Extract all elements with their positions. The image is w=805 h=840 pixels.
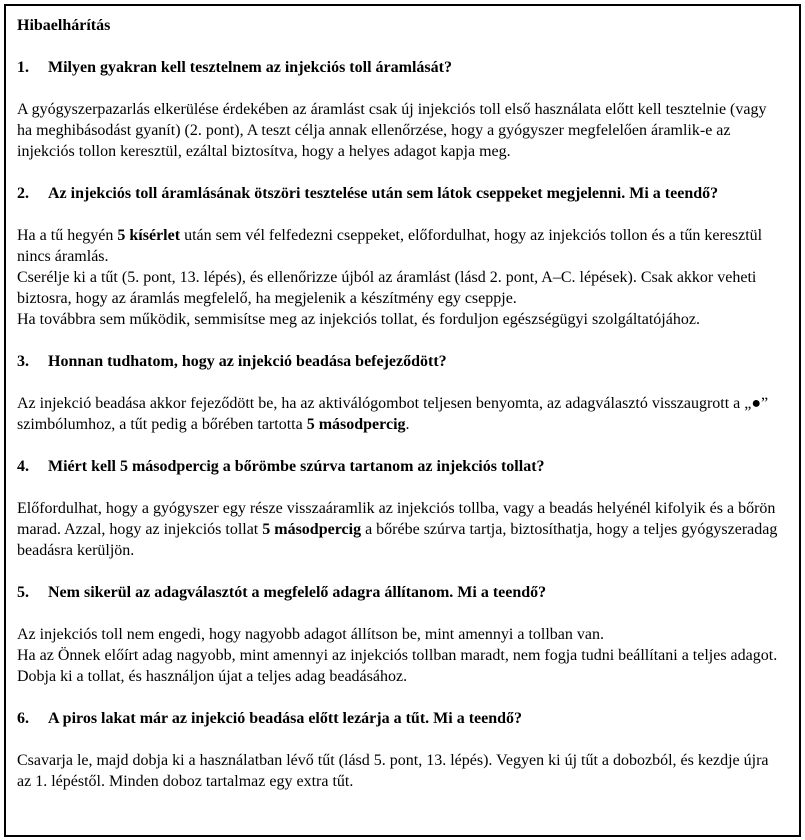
question-text: Miért kell 5 másodpercig a bőrömbe szúrva tartanom az injekciós tollat? bbox=[48, 458, 545, 475]
faq-question bbox=[17, 351, 783, 372]
question-text: Milyen gyakran kell tesztelnem az injekciós toll áramlását? bbox=[48, 59, 452, 76]
answer-text: Csavarja le, majd dobja ki a használatban lévő tűt (lásd 5. pont, 13. lépés). Vegyen ki új tűt a dobozból, és kezdje újra az 1. lépéstől. Minden doboz tartalmaz egy extra tűt. bbox=[17, 752, 769, 790]
question-number: 1. bbox=[17, 59, 29, 76]
document-title: Hibaelhárítás bbox=[17, 17, 111, 34]
faq-question bbox=[17, 708, 783, 729]
question-number: 3. bbox=[17, 353, 29, 370]
answer-text: A gyógyszerpazarlás elkerülése érdekében az áramlást csak új injekciós toll első használata előtt kell tesztelnie (vagy ha meghibásodást gyanít) (2. pont), A teszt célja annak ellenőrzése, hogy a gyógyszer megfelelően áramlik-e az injekciós tollon keresztül, ezáltal biztosítva, hogy a helyes adagot kapja meg. bbox=[17, 101, 767, 160]
question-text: Nem sikerül az adagválasztót a megfelelő adagra állítanom. Mi a teendő? bbox=[48, 584, 547, 601]
answer-text: Az injekció beadása akkor fejeződött be, ha az aktiválógombot teljesen benyomta, az adagválasztó visszaugrott a „●” szimbólumhoz, a tűt pedig a bőrében tartotta bbox=[17, 395, 769, 433]
answer-paragraph bbox=[17, 498, 783, 561]
faq-answer bbox=[17, 393, 783, 435]
answer-text-bold: 5 másodpercig bbox=[262, 521, 362, 538]
answer-text: Ha a tű hegyén bbox=[17, 227, 118, 244]
answer-text-bold: 5 kísérlet bbox=[117, 227, 181, 244]
answer-paragraph bbox=[17, 99, 783, 162]
question-number: 5. bbox=[17, 584, 29, 601]
answer-paragraph bbox=[17, 309, 783, 330]
faq-section bbox=[17, 57, 783, 162]
faq-question bbox=[17, 582, 783, 603]
answer-text: . bbox=[405, 416, 410, 433]
question-text: A piros lakat már az injekció beadása előtt lezárja a tűt. Mi a teendő? bbox=[48, 710, 523, 727]
answer-text: után sem vél felfedezni cseppeket, előfordulhat, hogy az injekciós tollon és a tűn keresztül nincs áramlás. bbox=[17, 227, 763, 265]
question-text: Az injekciós toll áramlásának ötszöri tesztelése után sem látok cseppeket megjelenni. Mi a teendő? bbox=[48, 185, 719, 202]
faq-section bbox=[17, 582, 783, 687]
question-number: 2. bbox=[17, 185, 29, 202]
answer-paragraph bbox=[17, 393, 783, 435]
answer-text: a bőrébe szúrva tartja, biztosíthatja, hogy a teljes gyógyszeradag beadásra kerüljön. bbox=[17, 521, 778, 559]
faq-answer bbox=[17, 750, 783, 792]
answer-paragraph bbox=[17, 645, 783, 687]
faq-question bbox=[17, 456, 783, 477]
question-text: Honnan tudhatom, hogy az injekció beadása befejeződött? bbox=[48, 353, 447, 370]
answer-text-bold: 5 másodpercig bbox=[306, 416, 406, 433]
faq-sections bbox=[17, 57, 783, 792]
faq-answer bbox=[17, 498, 783, 561]
answer-paragraph bbox=[17, 267, 783, 309]
answer-paragraph bbox=[17, 750, 783, 792]
faq-section bbox=[17, 456, 783, 561]
answer-text: Cserélje ki a tűt (5. pont, 13. lépés), és ellenőrizze újból az áramlást (lásd 2. pont, A–C. lépések). Csak akkor veheti biztosra, hogy az áramlás megfelelő, ha megjelenik a készítmény egy cseppje. bbox=[17, 269, 757, 307]
question-number: 6. bbox=[17, 710, 29, 727]
question-number: 4. bbox=[17, 458, 29, 475]
answer-text: Ha az Önnek előírt adag nagyobb, mint amennyi az injekciós tollban maradt, nem fogja tudni beállítani a teljes adagot. Dobja ki a tollat, és használjon újat a teljes adag beadásához. bbox=[17, 647, 778, 685]
answer-text: Az injekciós toll nem engedi, hogy nagyobb adagot állítson be, mint amennyi a tollban van. bbox=[17, 626, 604, 643]
answer-paragraph bbox=[17, 225, 783, 267]
faq-question bbox=[17, 57, 783, 78]
faq-section bbox=[17, 183, 783, 330]
faq-question bbox=[17, 183, 783, 204]
answer-text: Ha továbbra sem működik, semmisítse meg az injekciós tollat, és forduljon egészségügyi szolgáltatójához. bbox=[17, 311, 700, 328]
faq-section bbox=[17, 708, 783, 792]
faq-answer bbox=[17, 225, 783, 330]
faq-answer bbox=[17, 624, 783, 687]
troubleshooting-document bbox=[4, 4, 801, 837]
faq-section bbox=[17, 351, 783, 435]
faq-answer bbox=[17, 99, 783, 162]
answer-text: Előfordulhat, hogy a gyógyszer egy része visszaáramlik az injekciós tollba, vagy a beadás helyénél kifolyik és a bőrön marad. Azzal, hogy az injekciós tollat bbox=[17, 500, 776, 538]
answer-paragraph bbox=[17, 624, 783, 645]
